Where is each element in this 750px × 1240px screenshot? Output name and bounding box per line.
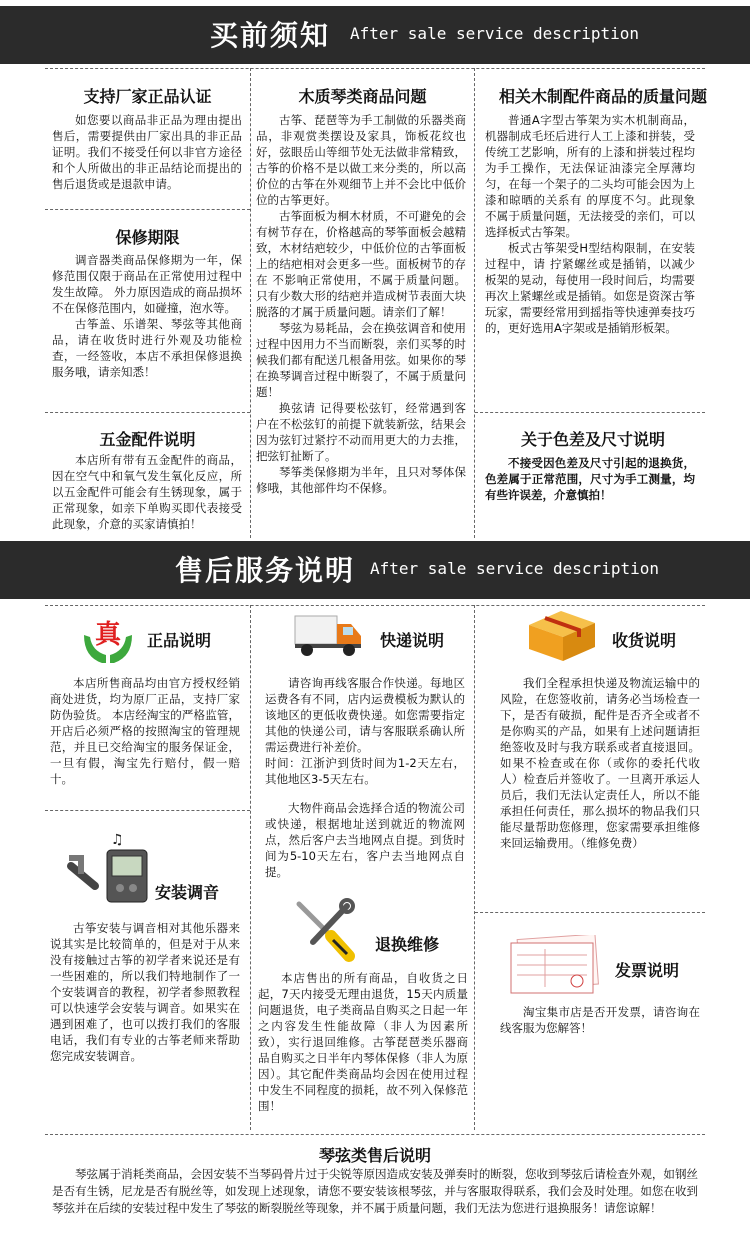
section-title-warranty: 保修期限 bbox=[115, 228, 180, 247]
invoice-icon bbox=[505, 935, 605, 995]
genuine-text: 本店所售商品均由官方授权经销商处进货，均为原厂正品，支持厂家防伪验货。 本店经淘宝的严格监管，开店后必须严格的按照淘宝的管理规范，并且已交给淘宝的服务保证金，一旦有假，淘宝先行赔付，假一赔十。 bbox=[50, 676, 240, 786]
truck-icon bbox=[293, 612, 365, 658]
divider bbox=[45, 68, 705, 69]
section-title-genuine: 正品说明 bbox=[147, 631, 212, 650]
hardware-text: 本店所有带有五金配件的商品，因在空气中和氧气发生氧化反应，所以五金配件可能会有生锈现象，属于正常现象，如亲下单购买即代表接受此现象，介意的买家请慎拍！ bbox=[52, 453, 242, 531]
section-title-wood-instrument: 木质琴类商品问题 bbox=[298, 87, 427, 106]
divider bbox=[45, 605, 705, 606]
section-title-express: 快递说明 bbox=[380, 631, 445, 650]
banner-subtitle: After sale service description bbox=[370, 559, 659, 578]
banner-pre-purchase bbox=[0, 6, 750, 64]
banner-title: 售后服务说明 bbox=[175, 554, 356, 587]
package-icon bbox=[525, 607, 599, 663]
express-text: 请咨询再线客服合作快递。每地区运费各有不同，店内运费模板为默认的该地区的更低收费快递。如您需要指定其他的快递公司，请与客服联系确认所需运费进行补差价。 时间：江浙沪到货时间为1-2天左右，其他地区3-5天左右。 bbox=[265, 676, 465, 786]
warranty-text: 调音器类商品保修期为一年，保修范围仅限于商品在正常使用过程中发生故障。 外力原因造成的商品损坏不在保修范围内，如碰撞，泡水等。 古筝盖、乐谱架、琴弦等其他商品，请在收货时进行外观及功能检查，一经签收，本店不承担保修退换服务哦，请亲知悉！ bbox=[52, 253, 242, 379]
divider bbox=[45, 810, 250, 811]
banner-after-sale bbox=[0, 541, 750, 599]
invoice-text: 淘宝集市店是否开发票，请咨询在线客服为您解答！ bbox=[500, 1005, 700, 1035]
banner-subtitle: After sale service description bbox=[350, 24, 639, 43]
divider bbox=[250, 605, 251, 1130]
hands-icon-glyph: 真 bbox=[94, 620, 122, 650]
section-title-install: 安装调音 bbox=[155, 883, 220, 902]
receiving-text: 我们全程承担快递及物流运输中的风险，在您签收前，请务必当场检查一下，是否有破损，配件是否齐全或者不是你购买的产品，如果有上述问题请拒绝签收及时与我方联系或者直接退回。如果不检查或在你（或你的委托代收人）检查后并签收了。一旦离开承运人员后，我们无法认定责任人，所以不能承担任何责任，那么损坏的物品我们只能尽量帮助您修理，您家需要承担维修来回运输费用。（维修免费） bbox=[500, 676, 700, 850]
divider bbox=[45, 412, 250, 413]
section-title-color-size: 关于色差及尺寸说明 bbox=[520, 430, 665, 449]
section-title-wood-accessory: 相关木制配件商品的质量问题 bbox=[498, 87, 707, 106]
section-title-receiving: 收货说明 bbox=[612, 631, 677, 650]
tuner-icon bbox=[65, 830, 155, 910]
divider bbox=[250, 68, 251, 538]
section-title-return-repair: 退换维修 bbox=[375, 935, 440, 954]
screwdriver-icon bbox=[293, 898, 355, 964]
genuine-cert-text: 如您要以商品非正品为理由提出售后，需要提供由厂家出具的非正品证明。我们不接受任何以非官方途径和个人所做出的非正品结论而提出的售后退货或是退款申请。 bbox=[52, 113, 242, 191]
wood-accessory-text: 普通A字型古筝架为实木机制商品，机器制成毛坯后进行人工上漆和拼装，受传统工艺影响，所有的上漆和拼装过程均为手工操作，无法保证油漆完全厚薄均匀，在每一个架子的二头均可能会因为上漆和晾晒的关系有 的厚度不匀。此现象不属于质量问题，无法接受的亲们，可以选择板式古筝架。 板式古筝架受H型结构限制，在安装过程中，请 拧紧螺丝或是插销，以减少板架的晃动，每使用一段时间后，均需要再次上紧螺丝或是插销。如您是资深古筝玩家，需要经常用到摇指等快速弹奏技巧的，更好选用A字架或是插销形板架。 bbox=[485, 113, 695, 335]
wood-instrument-text: 古筝、琵琶等为手工制做的乐器类商品，非观赏类摆设及家具，饰板花纹也好，弦眼岳山等细节处无法做非常精致，古筝的价格不是以做工来分类的，所以高价位的古筝在外观细节上并不会比中低价位的古筝更好。 古筝面板为桐木材质，不可避免的会有树节存在，价格越高的琴筝面板会越精致，木材结疤较少，中低价位的古筝面板上的结疤相对会更多一些。面板树节的存在 不影响正常使用，不属于质量问题。只有少数大形的结疤并造成树节表面大块脱落的才属于质量问题。请亲们了解！ 琴弦为易耗品，会在换弦调音和使用过程中因用力不当而断裂，亲们买琴的时候我们都有配送几根备用弦。如果你的琴在换琴调音过程中断裂了，不属于质量问题！ 换弦请 记得要松弦钉，经常遇到客户在不松弦钉的前提下就装新弦，结果会因为弦钉过紧拧不动而用更大的力去推，把弦钉扯断了。 琴筝类保修期为半年，且只对琴体保修哦，其他部件均不保修。 bbox=[256, 113, 466, 495]
install-text: 古筝安装与调音相对其他乐器来说其实是比较简单的，但是对于从来没有接触过古筝的初学者来说还是有一些困难的，所以我们特地制作了一个安装调音的教程，初学者参照教程可以快速学会安装与调音。如果实在遇到困难了，也可以拨打我们的客服电话，我们有专业的古筝老师来帮助您完成安装调音。 bbox=[50, 921, 240, 1063]
divider bbox=[474, 605, 475, 1130]
color-size-text: 不接受因色差及尺寸引起的退换货，色差属于正常范围，尺寸为手工测量，均有些许误差，介意慎拍！ bbox=[485, 456, 695, 502]
banner-title: 买前须知 bbox=[210, 19, 331, 52]
section-title-strings: 琴弦类售后说明 bbox=[318, 1146, 431, 1165]
strings-text: 琴弦属于消耗类商品，会因安装不当琴码骨片过于尖锐等原因造成安装及弹奏时的断裂，您收到琴弦后请检查外观，如钢丝是否有生锈，尼龙是否有脱丝等，如发现上述现象，请您不要安装该根琴弦，并与客服取得联系，我们会及时处理。如您在收到琴弦并在后续的安装过程中发生了琴弦的断裂脱丝等现象，并不属于质量问题，我们无法为您进行退换服务！请您谅解！ bbox=[52, 1167, 698, 1215]
divider bbox=[475, 412, 705, 413]
divider bbox=[45, 209, 250, 210]
return-repair-text: 本店售出的所有商品，自收货之日起，7天内接受无理由退货，15天内质量问题退货，电子类商品自购买之日起一年之内容发生性能故障（非人为因素所致），实行退回维修。古筝琵琶类乐器商品自购买之日半年内琴体保修（非人为原因）。其它配件类商品均会因在使用过程中发生不同程度的损耗，故不列入保修范围！ bbox=[258, 971, 468, 1113]
svg-text:♫: ♫ bbox=[111, 832, 124, 848]
divider bbox=[45, 1134, 705, 1135]
hands-icon bbox=[80, 611, 136, 667]
divider bbox=[475, 912, 705, 913]
section-title-hardware: 五金配件说明 bbox=[99, 430, 196, 449]
express-text-bulky: 大物件商品会选择合适的物流公司或快递，根据地址送到就近的物流网点，然后客户去当地网点自提。到货时间为5-10天左右，客户去当地网点自提。 bbox=[265, 801, 465, 879]
divider bbox=[474, 68, 475, 538]
section-title-genuine-cert: 支持厂家正品认证 bbox=[83, 87, 212, 106]
section-title-invoice: 发票说明 bbox=[615, 961, 680, 980]
